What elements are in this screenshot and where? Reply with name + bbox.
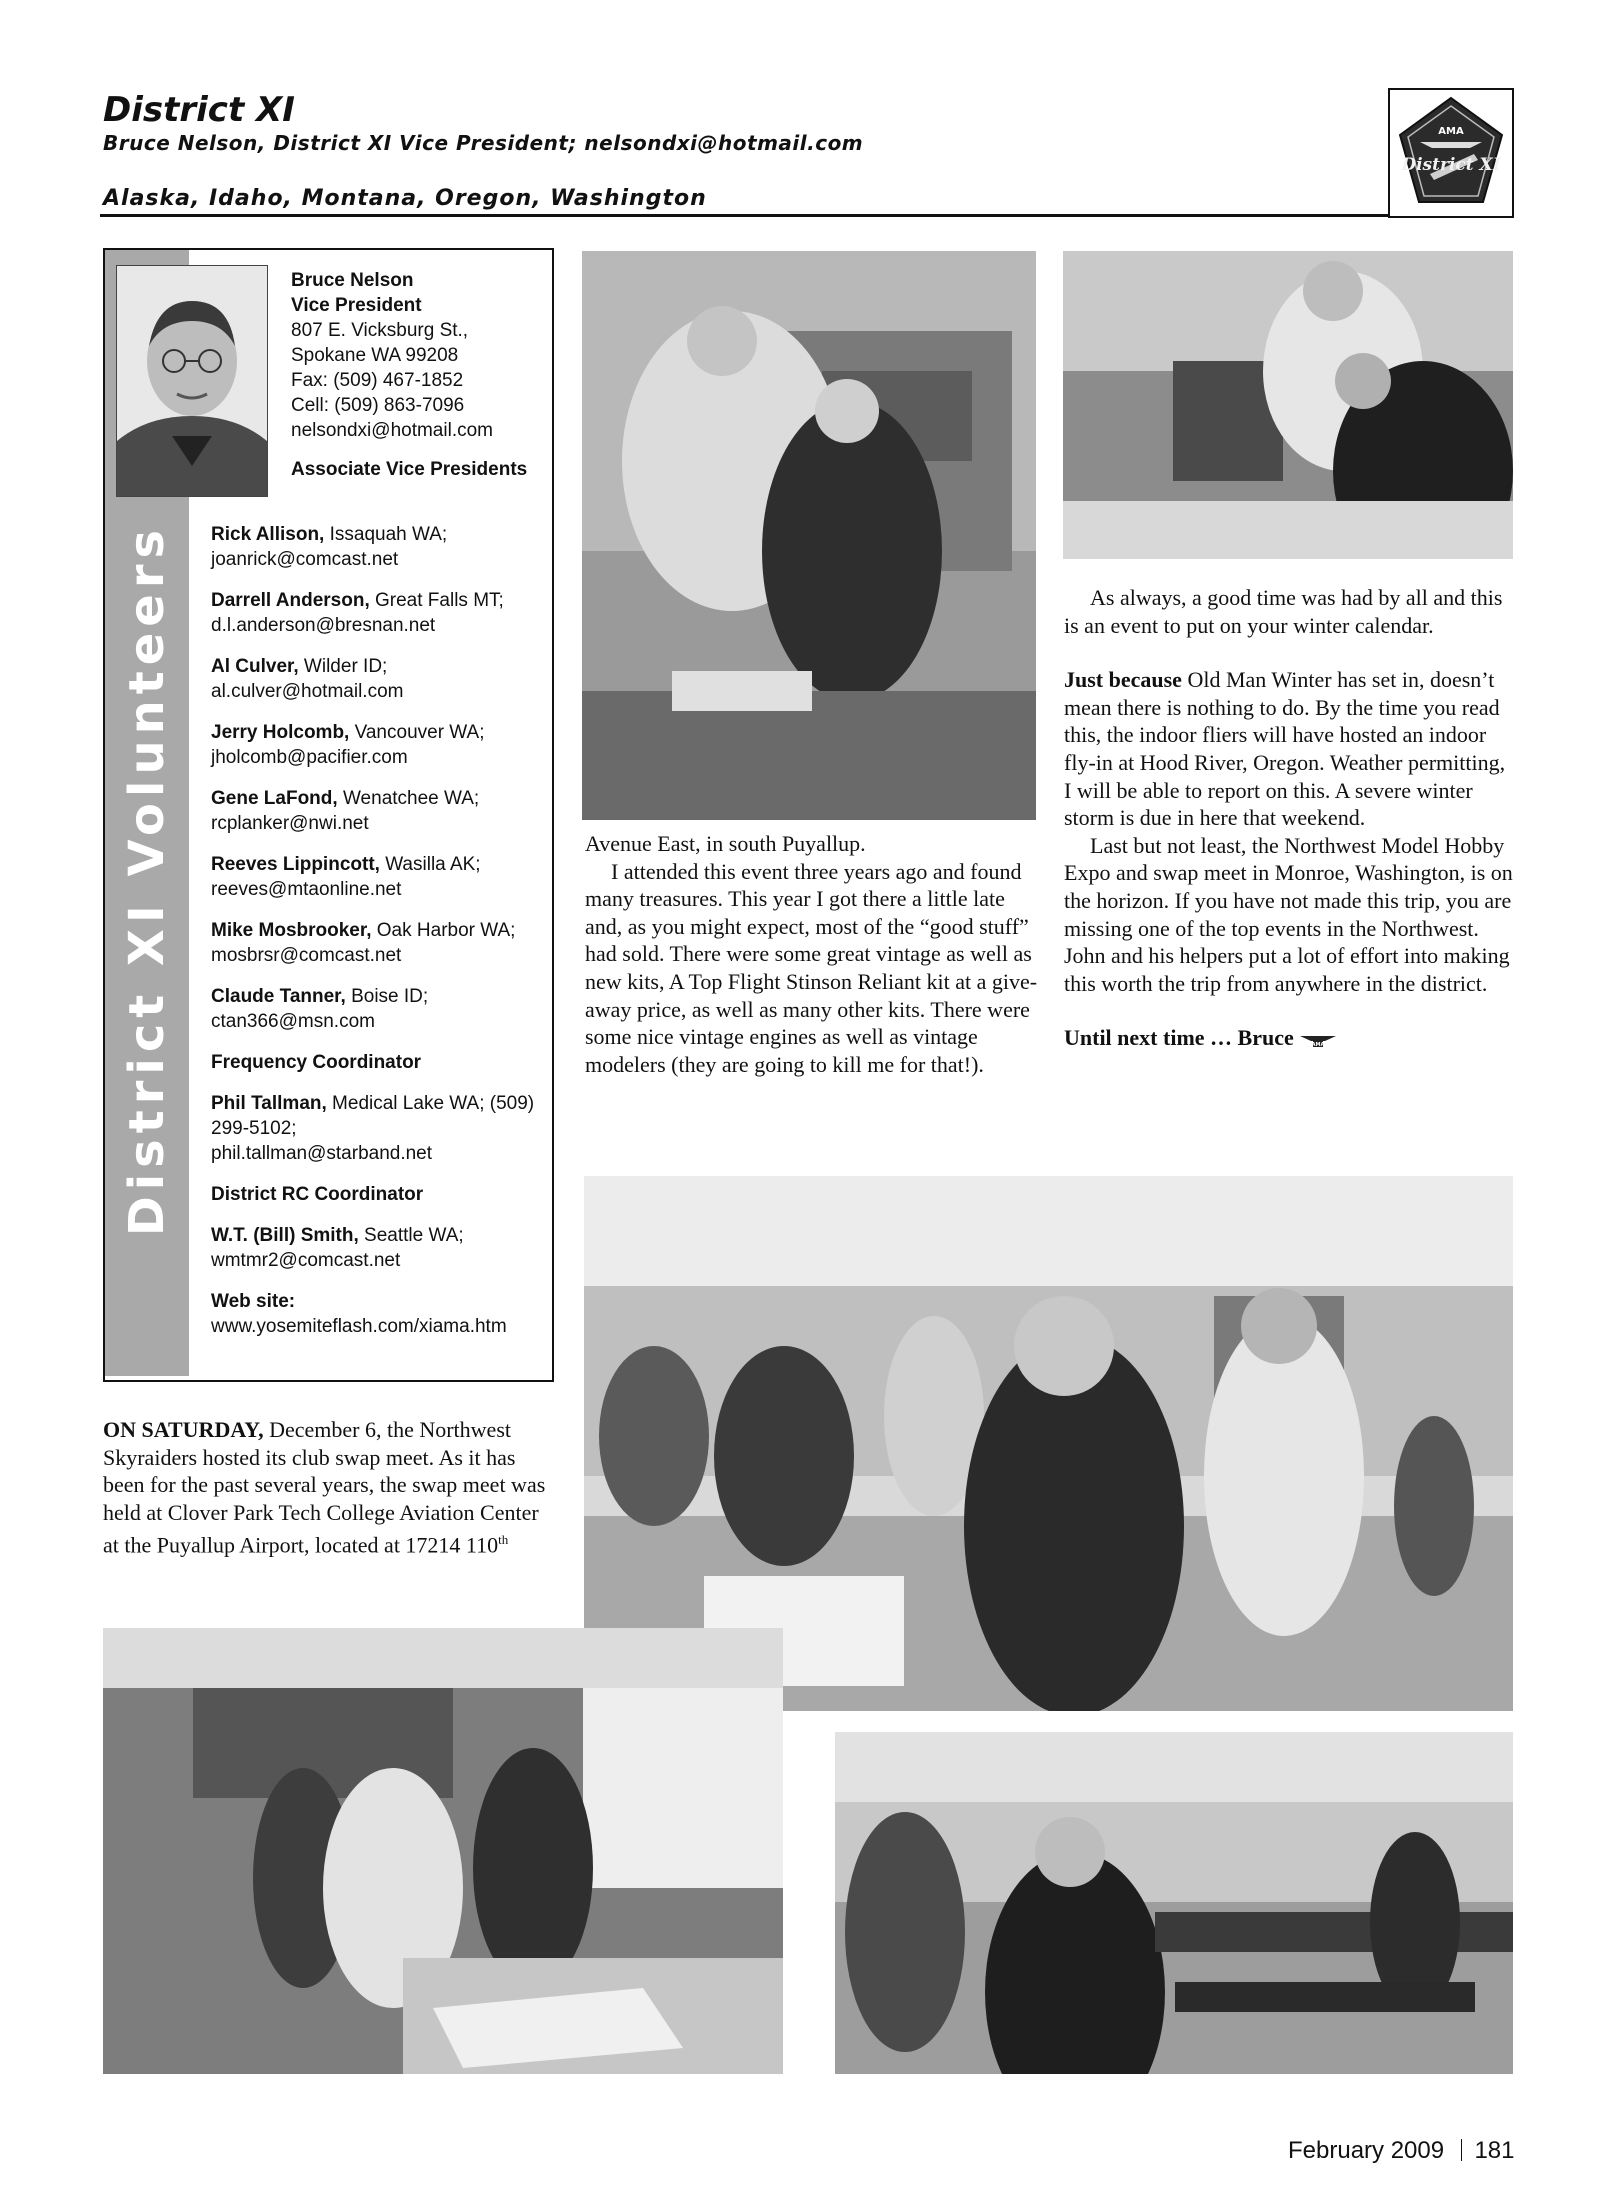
lead-caps: ON SATURDAY, bbox=[103, 1417, 264, 1442]
vp-address2: Spokane WA 99208 bbox=[291, 345, 459, 366]
vp-email: nelsondxi@hotmail.com bbox=[291, 420, 493, 441]
page-subtitle: Bruce Nelson, District XI Vice President; nelsondxi@hotmail.com bbox=[103, 131, 864, 155]
vp-fax: Fax: (509) 467-1852 bbox=[291, 370, 464, 391]
logo-top-text: AMA bbox=[1438, 126, 1464, 137]
avp-heading: Associate Vice Presidents bbox=[291, 459, 528, 480]
vp-contact bbox=[291, 268, 541, 482]
vp-portrait-image bbox=[117, 266, 267, 496]
district-logo-icon bbox=[1390, 90, 1512, 216]
photo-hall-with-tables bbox=[835, 1732, 1513, 2074]
article-col3 bbox=[1064, 584, 1514, 1052]
photo-workshop-tables bbox=[103, 1628, 783, 2074]
header-rule bbox=[100, 214, 1512, 217]
vp-portrait bbox=[116, 265, 268, 497]
list-item: Claude Tanner, Boise ID; ctan366@msn.com bbox=[211, 986, 429, 1032]
vp-address1: 807 E. Vicksburg St., bbox=[291, 320, 469, 341]
photo-two-men-talking bbox=[582, 251, 1036, 820]
page-title: District XI bbox=[103, 90, 295, 130]
list-item: Reeves Lippincott, Wasilla AK; reeves@mtaonline.net bbox=[211, 854, 481, 900]
col2-p2: I attended this event three years ago and found many treasures. This year I got there a little late and, as you might expect, most of the “good stuff” had sold. There were some great vintage as well as new kits, A Top Flight Stinson Reliant kit at a give-away price, as well as many other kits. There were some nice vintage engines as well as vintage modelers (they are going to kill me for that!). bbox=[585, 858, 1038, 1077]
article-lead bbox=[103, 1416, 548, 1559]
vp-name: Bruce Nelson bbox=[291, 270, 414, 291]
article-col2 bbox=[585, 830, 1040, 1078]
volunteer-list bbox=[211, 522, 546, 1355]
list-item: Mike Mosbrooker, Oak Harbor WA; mosbrsr@comcast.net bbox=[211, 920, 516, 966]
logo-main-text: District XI bbox=[1401, 155, 1501, 175]
volunteers-strip-title: District XI Volunteers bbox=[119, 523, 175, 1237]
list-item: Jerry Holcomb, Vancouver WA; jholcomb@pacifier.com bbox=[211, 722, 485, 768]
photo-men-at-table bbox=[1063, 251, 1513, 559]
col3-p2: Just because Old Man Winter has set in, doesn’t mean there is nothing to do. By the time you read this, the indoor fliers will have hosted an indoor fly-in at Hood River, Oregon. Weather permitting, I will be able to report on this. A severe winter storm is due in here that weekend. bbox=[1064, 667, 1506, 831]
district-states: Alaska, Idaho, Montana, Oregon, Washington bbox=[103, 186, 707, 211]
district-logo bbox=[1388, 88, 1514, 218]
lead-text: December 6, the Northwest Skyraiders hosted its club swap meet. As it has been for the past several years, the swap meet was held at Clover Park Tech College Aviation Center at the Puyallup Airport, located at 17214 110 bbox=[103, 1417, 546, 1558]
col3-p1: As always, a good time was had by all and this is an event to put on your winter calendar. bbox=[1064, 585, 1503, 638]
list-item: Gene LaFond, Wenatchee WA; rcplanker@nwi.net bbox=[211, 788, 480, 834]
lead-sup: th bbox=[498, 1532, 509, 1548]
issue-date: February 2009 bbox=[1288, 2137, 1445, 2164]
signoff: Until next time … Bruce AMA bbox=[1064, 1024, 1514, 1052]
page-footer bbox=[1288, 2137, 1514, 2165]
col2-p1: Avenue East, in south Puyallup. bbox=[585, 831, 866, 856]
ama-wings-icon bbox=[1299, 1031, 1337, 1049]
list-item: Rick Allison, Issaquah WA; joanrick@comcast.net bbox=[211, 524, 448, 570]
vp-cell: Cell: (509) 863-7096 bbox=[291, 395, 465, 416]
col3-p3: Last but not least, the Northwest Model Hobby Expo and swap meet in Monroe, Washington, is on the horizon. If you have not made this trip, you are missing one of the top events in the Northwest. John and his helpers put a lot of effort into making this worth the trip from anywhere in the district. bbox=[1064, 832, 1513, 996]
list-item: W.T. (Bill) Smith, Seattle WA; wmtmr2@comcast.net bbox=[211, 1225, 464, 1271]
page-number: 181 bbox=[1474, 2137, 1515, 2164]
vp-title: Vice President bbox=[291, 295, 422, 316]
rc-heading: District RC Coordinator bbox=[211, 1184, 424, 1205]
list-item: Phil Tallman, Medical Lake WA; (509) 299-5102; phil.tallman@starband.net bbox=[211, 1093, 535, 1164]
list-item: Darrell Anderson, Great Falls MT; d.l.anderson@bresnan.net bbox=[211, 590, 504, 636]
freq-heading: Frequency Coordinator bbox=[211, 1052, 422, 1073]
svg-text:AMA: AMA bbox=[1311, 1042, 1325, 1049]
web-site: Web site: www.yosemiteflash.com/xiama.htm bbox=[211, 1291, 507, 1337]
list-item: Al Culver, Wilder ID; al.culver@hotmail.com bbox=[211, 656, 404, 702]
